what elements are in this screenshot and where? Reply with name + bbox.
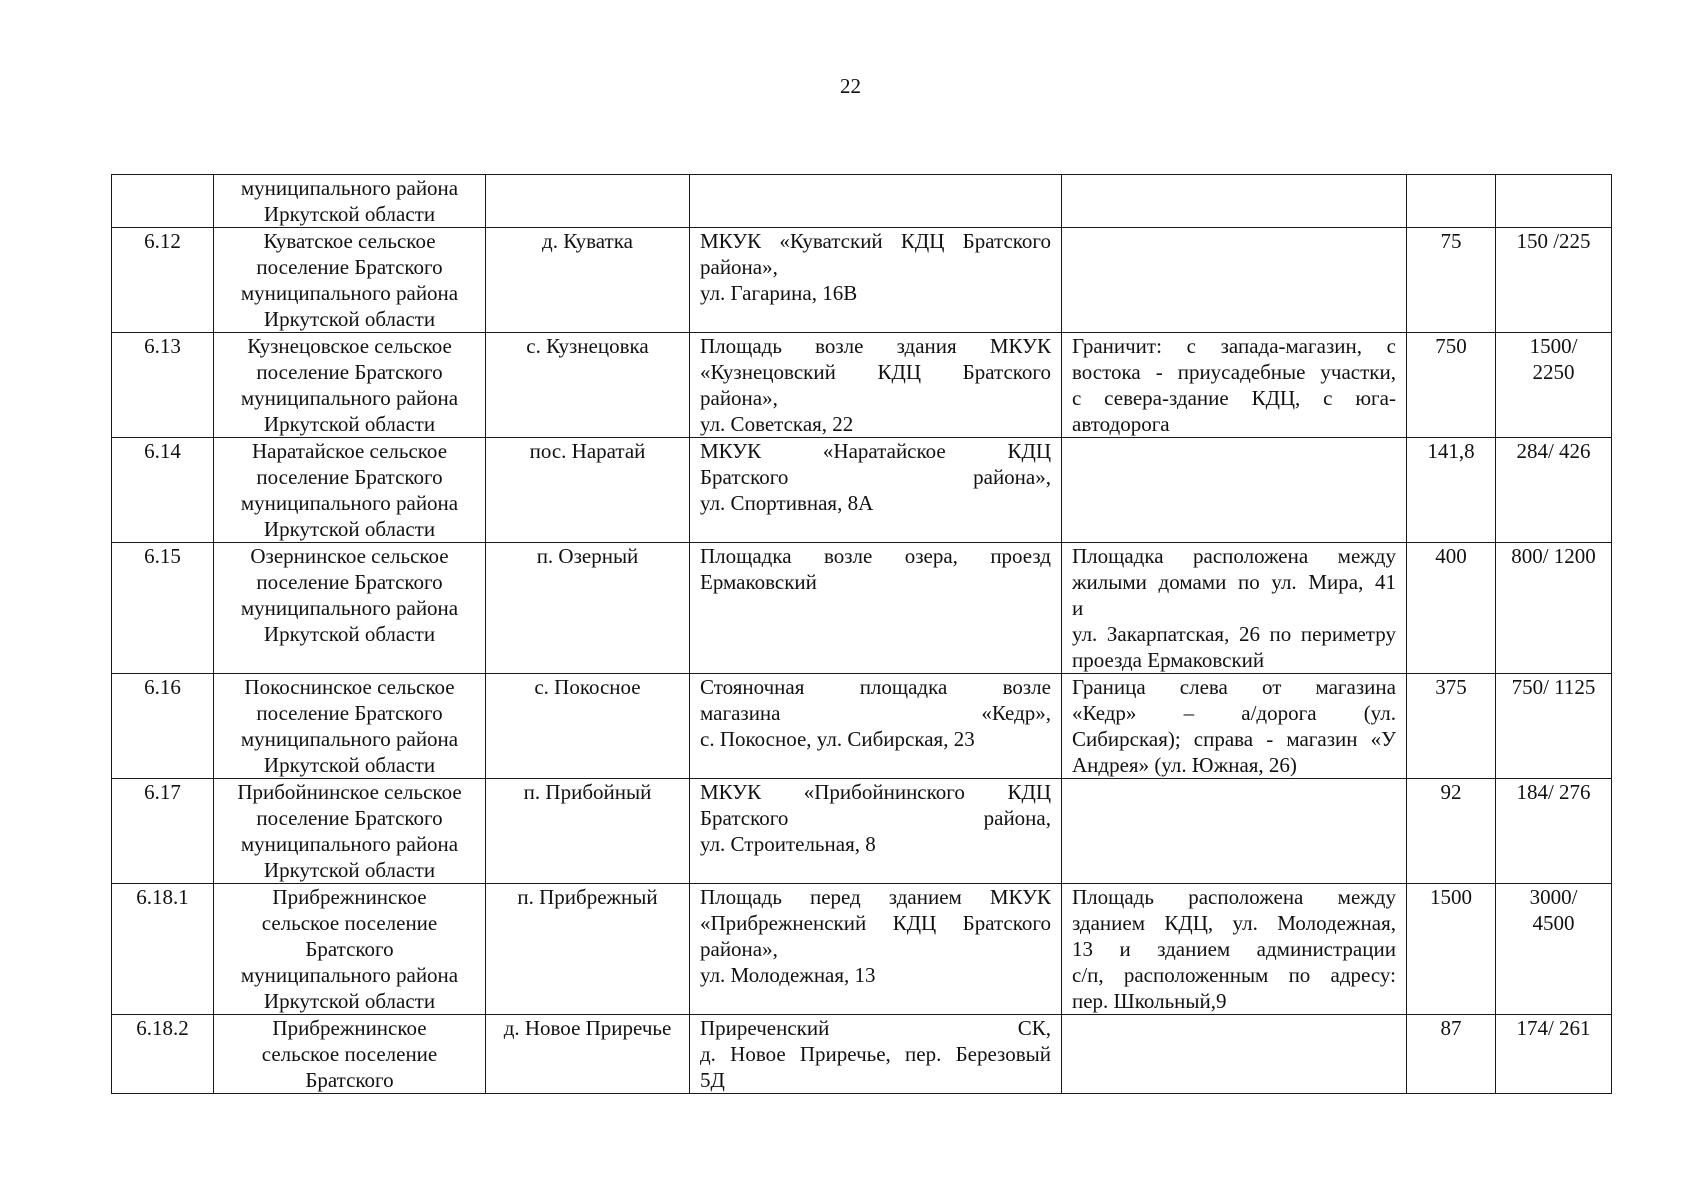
description-cell — [1062, 1015, 1407, 1094]
cell-line: Иркутской области — [263, 307, 436, 331]
table-row — [112, 779, 1612, 884]
row-number — [112, 674, 214, 779]
cell-line: с/п, расположенным по адресу: — [1072, 963, 1396, 987]
settlement-cell — [214, 175, 486, 228]
capacity-cell — [1496, 543, 1612, 674]
capacity-cell — [1496, 333, 1612, 438]
object-cell — [690, 543, 1062, 674]
cell-value: 184/ 276 — [1516, 780, 1591, 804]
area-cell — [1407, 1015, 1496, 1094]
cell-line: муниципального района — [240, 963, 459, 987]
cell-line: д. Новое Приречье, пер. Березовый — [700, 1042, 1051, 1066]
cell-line: МКУК «Куватский КДЦ Братского — [700, 229, 1051, 253]
locality-cell — [486, 674, 690, 779]
area-cell — [1407, 438, 1496, 543]
cell-line: района», — [700, 255, 778, 279]
cell-value: 150 /225 — [1516, 229, 1591, 253]
cell-line: Куватское сельское — [263, 229, 436, 253]
cell-value: 284/ 426 — [1516, 439, 1591, 463]
object-cell — [690, 438, 1062, 543]
row-number — [112, 543, 214, 674]
cell-line: Прибойнинское сельское — [237, 780, 462, 804]
cell-line: Иркутской области — [263, 622, 436, 646]
description-cell — [1062, 543, 1407, 674]
cell-line: Иркутской области — [263, 989, 436, 1013]
cell-line: сельское поселение — [261, 1042, 438, 1066]
locality-cell — [486, 438, 690, 543]
cell-line: пер. Школьный,9 — [1072, 989, 1227, 1013]
cell-line: Площадь перед зданием МКУК — [700, 885, 1051, 909]
cell-line: магазина «Кедр», — [700, 701, 1051, 725]
locality-cell — [486, 333, 690, 438]
cell-value: 6.15 — [144, 544, 181, 568]
area-cell — [1407, 228, 1496, 333]
cell-value: 1500/ 2250 — [1529, 334, 1578, 384]
description-cell — [1062, 779, 1407, 884]
area-cell — [1407, 779, 1496, 884]
cell-value: п. Озерный — [536, 544, 639, 568]
cell-line: Покоснинское сельское — [244, 675, 455, 699]
cell-value: п. Прибойный — [523, 780, 652, 804]
cell-line: муниципального района — [240, 832, 459, 856]
settlements-table — [111, 174, 1612, 1094]
row-number — [112, 333, 214, 438]
cell-line: муниципального района — [240, 281, 459, 305]
cell-line: района», — [700, 937, 778, 961]
cell-line: ул. Строительная, 8 — [700, 832, 876, 856]
cell-value: п. Прибрежный — [517, 885, 658, 909]
cell-line: ул. Закарпатская, 26 по периметру — [1072, 622, 1396, 646]
cell-line: Площадка возле озера, проезд — [700, 544, 1051, 568]
settlement-cell — [214, 674, 486, 779]
cell-line: поселение Братского — [256, 360, 443, 384]
table-row — [112, 543, 1612, 674]
cell-line: и — [1072, 596, 1084, 620]
cell-value: 3000/ 4500 — [1529, 885, 1578, 935]
cell-line: поселение Братского — [256, 570, 443, 594]
locality-cell — [486, 884, 690, 1015]
cell-value: 800/ 1200 — [1511, 544, 1596, 568]
capacity-cell — [1496, 674, 1612, 779]
cell-line: Граничит: с запада-магазин, с — [1072, 334, 1396, 358]
locality-cell — [486, 1015, 690, 1094]
row-number — [112, 1015, 214, 1094]
cell-value: 1500 — [1430, 885, 1472, 909]
cell-value: 6.12 — [144, 229, 181, 253]
cell-line: Иркутской области — [263, 858, 436, 882]
cell-value: с. Покосное — [534, 675, 641, 699]
cell-value: 6.18.1 — [136, 885, 189, 909]
row-number — [112, 779, 214, 884]
locality-cell — [486, 779, 690, 884]
cell-value: 750 — [1435, 334, 1467, 358]
row-number — [112, 228, 214, 333]
area-cell — [1407, 333, 1496, 438]
cell-line: «Кедр» – а/дорога (ул. — [1072, 701, 1396, 725]
object-cell — [690, 1015, 1062, 1094]
cell-value: 75 — [1440, 229, 1462, 253]
cell-value: 375 — [1435, 675, 1467, 699]
cell-value: д. Новое Приречье — [503, 1016, 672, 1040]
area-cell — [1407, 543, 1496, 674]
cell-line: Сибирская); справа - магазин «У — [1072, 727, 1396, 751]
cell-line: Наратайское сельское — [251, 439, 448, 463]
settlement-cell — [214, 1015, 486, 1094]
table-row — [112, 333, 1612, 438]
cell-line: муниципального района — [240, 596, 459, 620]
cell-line: поселение Братского — [256, 465, 443, 489]
cell-line: Иркутской области — [263, 202, 436, 226]
capacity-cell — [1496, 884, 1612, 1015]
cell-line: Площадь расположена между — [1072, 885, 1396, 909]
area-cell — [1407, 884, 1496, 1015]
cell-value: 87 — [1440, 1016, 1462, 1040]
cell-line: района», — [700, 386, 778, 410]
cell-line: Приреченский СК, — [700, 1016, 1051, 1040]
cell-line: Площадь возле здания МКУК — [700, 334, 1051, 358]
cell-line: Граница слева от магазина — [1072, 675, 1396, 699]
cell-value: 141,8 — [1427, 439, 1475, 463]
area-cell — [1407, 674, 1496, 779]
cell-line: автодорога — [1072, 412, 1170, 436]
cell-value: 6.14 — [144, 439, 181, 463]
cell-line: Прибрежнинское — [272, 885, 427, 909]
description-cell — [1062, 438, 1407, 543]
cell-line: ул. Гагарина, 16В — [700, 281, 858, 305]
settlement-cell — [214, 228, 486, 333]
description-cell — [1062, 228, 1407, 333]
settlement-cell — [214, 333, 486, 438]
table-row — [112, 438, 1612, 543]
cell-line: Озернинское сельское — [250, 544, 449, 568]
cell-value: пос. Наратай — [529, 439, 646, 463]
object-cell — [690, 175, 1062, 228]
cell-value: 6.13 — [144, 334, 181, 358]
cell-line: поселение Братского — [256, 255, 443, 279]
cell-line: востока - приусадебные участки, — [1072, 360, 1396, 384]
row-number — [112, 175, 214, 228]
capacity-cell — [1496, 1015, 1612, 1094]
cell-line: Прибрежнинское — [272, 1016, 427, 1040]
cell-value: 92 — [1440, 780, 1462, 804]
row-number — [112, 438, 214, 543]
locality-cell — [486, 228, 690, 333]
cell-line: муниципального района — [240, 727, 459, 751]
object-cell — [690, 674, 1062, 779]
settlement-cell — [214, 438, 486, 543]
cell-line: ул. Молодежная, 13 — [700, 963, 876, 987]
cell-line: Стояночная площадка возле — [700, 675, 1051, 699]
table-row — [112, 884, 1612, 1015]
object-cell — [690, 884, 1062, 1015]
cell-line: муниципального района — [240, 176, 459, 200]
cell-value: 174/ 261 — [1516, 1016, 1591, 1040]
object-cell — [690, 779, 1062, 884]
cell-line: Площадка расположена между — [1072, 544, 1396, 568]
cell-line: поселение Братского — [256, 806, 443, 830]
description-cell — [1062, 884, 1407, 1015]
capacity-cell — [1496, 175, 1612, 228]
cell-line: МКУК «Наратайское КДЦ — [700, 439, 1051, 463]
settlement-cell — [214, 543, 486, 674]
table-row — [112, 1015, 1612, 1094]
description-cell — [1062, 674, 1407, 779]
table-row — [112, 175, 1612, 228]
cell-line: «Прибрежненский КДЦ Братского — [700, 911, 1051, 935]
capacity-cell — [1496, 779, 1612, 884]
table-row — [112, 228, 1612, 333]
capacity-cell — [1496, 438, 1612, 543]
cell-line: Братского — [305, 1068, 394, 1092]
cell-value: 750/ 1125 — [1511, 675, 1596, 699]
cell-line: жилыми домами по ул. Мира, 41 — [1072, 570, 1396, 594]
locality-cell — [486, 175, 690, 228]
cell-value: д. Куватка — [542, 229, 633, 253]
description-cell — [1062, 333, 1407, 438]
cell-line: Иркутской области — [263, 412, 436, 436]
cell-line: Кузнецовское сельское — [247, 334, 452, 358]
cell-line: «Кузнецовский КДЦ Братского — [700, 360, 1051, 384]
cell-value: 400 — [1435, 544, 1467, 568]
cell-line: Братского — [305, 937, 394, 961]
cell-line: поселение Братского — [256, 701, 443, 725]
cell-line: Братского района», — [700, 465, 1051, 489]
cell-line: ул. Спортивная, 8А — [700, 491, 874, 515]
cell-line: проезда Ермаковский — [1072, 648, 1265, 672]
cell-line: зданием КДЦ, ул. Молодежная, — [1072, 911, 1396, 935]
capacity-cell — [1496, 228, 1612, 333]
settlement-cell — [214, 779, 486, 884]
cell-line: Андрея» (ул. Южная, 26) — [1072, 753, 1297, 777]
cell-line: ул. Советская, 22 — [700, 412, 854, 436]
cell-line: с севера-здание КДЦ, с юга- — [1072, 386, 1396, 410]
row-number — [112, 884, 214, 1015]
cell-line: муниципального района — [240, 491, 459, 515]
cell-line: Иркутской области — [263, 753, 436, 777]
cell-value: 6.18.2 — [136, 1016, 189, 1040]
cell-line: с. Покосное, ул. Сибирская, 23 — [700, 727, 975, 751]
cell-line: Братского района, — [700, 806, 1051, 830]
cell-line: 13 и зданием администрации — [1072, 937, 1396, 961]
object-cell — [690, 228, 1062, 333]
cell-line: 5Д — [700, 1068, 725, 1092]
cell-line: МКУК «Прибойнинского КДЦ — [700, 780, 1051, 804]
cell-value: 6.17 — [144, 780, 181, 804]
cell-line: Иркутской области — [263, 517, 436, 541]
area-cell — [1407, 175, 1496, 228]
table-row — [112, 674, 1612, 779]
object-cell — [690, 333, 1062, 438]
page-number: 22 — [840, 74, 861, 98]
cell-line: Ермаковский — [700, 570, 817, 594]
cell-value: 6.16 — [144, 675, 181, 699]
locality-cell — [486, 543, 690, 674]
cell-line: сельское поселение — [261, 911, 438, 935]
cell-value: с. Кузнецовка — [526, 334, 649, 358]
cell-line: муниципального района — [240, 386, 459, 410]
description-cell — [1062, 175, 1407, 228]
settlement-cell — [214, 884, 486, 1015]
